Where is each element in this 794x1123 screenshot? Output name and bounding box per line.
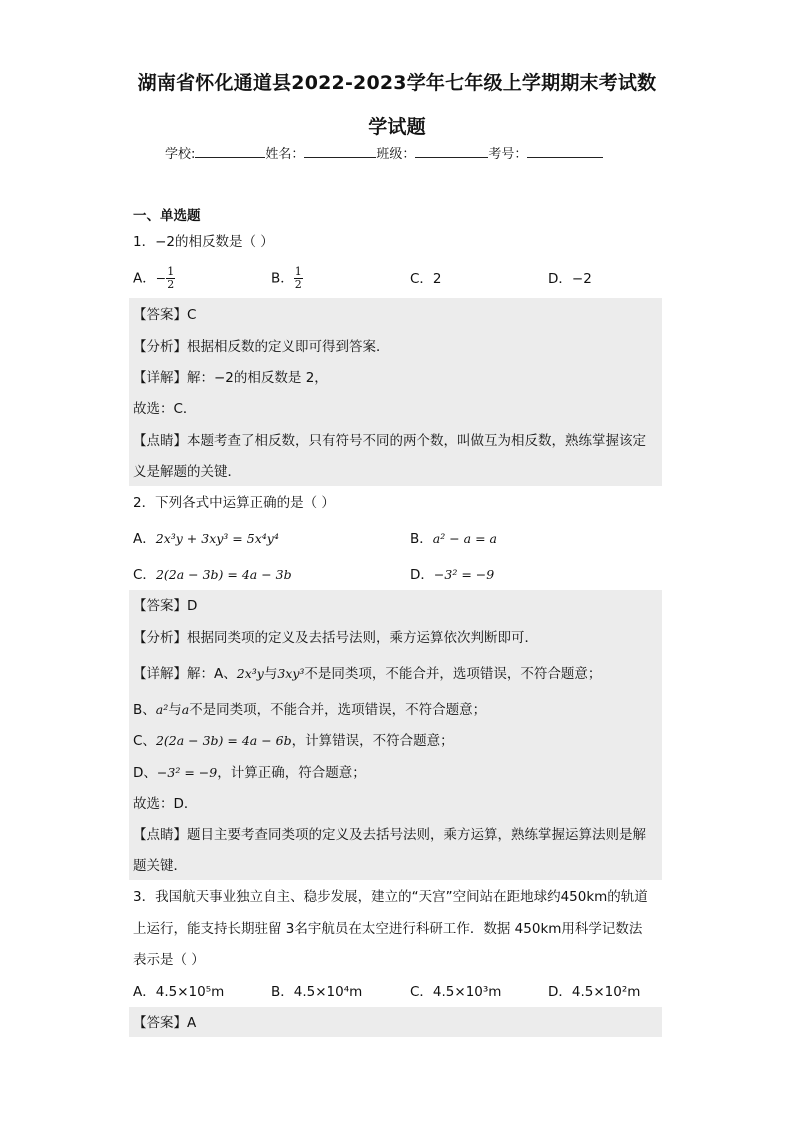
- q1-option-a-denominator: 2: [167, 278, 175, 291]
- school-label: 学校:: [165, 147, 196, 162]
- q2-detail-a-mid: 与: [263, 666, 278, 682]
- q1-analysis: 【分析】根据相反数的定义即可得到答案．: [133, 339, 390, 355]
- q1-option-a-sign: −: [155, 270, 167, 286]
- q1-option-b-fraction: [294, 266, 303, 291]
- q2-option-d[interactable]: [410, 565, 494, 585]
- exam-no-field[interactable]: [488, 143, 603, 162]
- q2-option-b-label: B．: [410, 531, 433, 547]
- q3-stem-line3: 表示是（ ）: [133, 952, 205, 968]
- q2-detail-a-expr2: 3xy³: [277, 666, 305, 681]
- q2-detail-b-expr2: a: [181, 702, 190, 717]
- q1-option-d[interactable]: D．−2: [548, 271, 592, 287]
- q2-detail-b-prefix: B、: [133, 702, 156, 718]
- q1-option-a-numerator: 1: [167, 265, 175, 278]
- q2-stem: 2．下列各式中运算正确的是（ ）: [133, 495, 335, 511]
- q1-comment-line1: 【点睛】本题考查了相反数，只有符号不同的两个数，叫做互为相反数，熟练掌握该定: [133, 433, 646, 449]
- q2-detail-b-expr1: a²: [155, 702, 169, 717]
- q3-stem-line1: 3．我国航天事业独立自主、稳步发展，建立的“天宫”空间站在距地球约450km的轨道: [133, 889, 648, 905]
- name-blank[interactable]: [304, 143, 376, 158]
- q2-detail-c-suffix: ，计算错误，不符合题意；: [291, 733, 454, 749]
- q2-option-b-expression: a² − a = a: [432, 531, 497, 546]
- q2-option-a-label: A．: [133, 531, 156, 547]
- q2-option-d-label: D．: [410, 567, 434, 583]
- q1-stem: 1．−2的相反数是（ ）: [133, 234, 274, 250]
- q1-option-b[interactable]: [271, 266, 303, 291]
- q2-detail-b-suffix: 不是同类项，不能合并，选项错误，不符合题意；: [189, 702, 487, 718]
- q2-comment-line1: 【点睛】题目主要考查同类项的定义及去括号法则，乘方运算，熟练掌握运算法则是解: [133, 827, 646, 843]
- q2-detail-a-expr1: 2x³y: [236, 666, 264, 681]
- q2-detail-a-suffix: 不是同类项，不能合并，选项错误，不符合题意；: [304, 666, 602, 682]
- q3-stem-line2: 上运行，能支持长期驻留 3名宇航员在太空进行科研工作．数据 450km用科学记数法: [133, 921, 643, 937]
- name-label: 姓名：: [265, 147, 305, 162]
- q2-answer: 【答案】D: [133, 598, 198, 614]
- q1-option-a-label: A．: [133, 270, 156, 287]
- class-blank[interactable]: [415, 143, 488, 158]
- q2-option-a[interactable]: [133, 529, 279, 549]
- q3-answer: 【答案】A: [133, 1015, 197, 1031]
- q2-option-c[interactable]: [133, 565, 292, 585]
- q2-option-c-expression: 2(2a − 3b) = 4a − 3b: [155, 567, 292, 582]
- q2-option-c-label: C．: [133, 567, 156, 583]
- q2-detail-d-prefix: D、: [133, 765, 157, 781]
- q3-option-a[interactable]: A．4.5×10⁵m: [133, 984, 225, 1000]
- q2-choose: 故选：D．: [133, 796, 198, 812]
- q3-option-b[interactable]: B．4.5×10⁴m: [271, 984, 363, 1000]
- q1-answer-panel: [129, 298, 662, 486]
- exam-no-blank[interactable]: [527, 143, 603, 158]
- q2-detail-d-expr: −3² = −9: [156, 765, 218, 780]
- q3-answer-panel: [129, 1007, 662, 1037]
- q2-detail-c-expr: 2(2a − 3b) = 4a − 6b: [155, 733, 292, 748]
- q3-option-c[interactable]: C．4.5×10³m: [410, 984, 502, 1000]
- q2-analysis: 【分析】根据同类项的定义及去括号法则，乘方运算依次判断即可．: [133, 630, 538, 646]
- school-blank[interactable]: [195, 143, 265, 158]
- page-title-line1: 湖南省怀化通道县2022-2023学年七年级上学期期末考试数: [137, 72, 657, 94]
- q2-detail-c: [133, 731, 454, 751]
- q1-option-b-numerator: 1: [294, 265, 302, 278]
- q2-detail-a-prefix: 【详解】解：A、: [133, 666, 237, 682]
- q2-detail-c-prefix: C、: [133, 733, 156, 749]
- page-title-line2: 学试题: [368, 116, 426, 138]
- q2-detail-b: [133, 700, 486, 720]
- q1-option-a[interactable]: [133, 266, 175, 291]
- exam-no-label: 考号：: [488, 147, 528, 162]
- q1-option-b-denominator: 2: [294, 278, 302, 291]
- q2-detail-d-suffix: ，计算正确，符合题意；: [217, 765, 366, 781]
- school-field[interactable]: [165, 143, 265, 162]
- q2-detail-b-mid: 与: [168, 702, 182, 718]
- class-label: 班级：: [376, 147, 416, 162]
- name-field[interactable]: [265, 143, 376, 162]
- q2-option-a-expression: 2x³y + 3xy³ = 5x⁴y⁴: [155, 531, 279, 546]
- section-heading: 一、单选题: [133, 208, 201, 224]
- q1-comment-line2: 义是解题的关键．: [133, 464, 241, 480]
- q1-detail: 【详解】解：−2的相反数是 2，: [133, 370, 328, 386]
- q2-detail-a: [133, 664, 601, 684]
- q1-choose: 故选：C．: [133, 401, 197, 417]
- q1-option-b-label: B．: [271, 270, 294, 287]
- q2-comment-line2: 题关键．: [133, 858, 187, 874]
- q2-option-b[interactable]: [410, 529, 497, 549]
- q1-option-c[interactable]: C．2: [410, 271, 442, 287]
- q3-option-d[interactable]: D．4.5×10²m: [548, 984, 641, 1000]
- student-info-line: [165, 143, 635, 163]
- q1-answer: 【答案】C: [133, 307, 197, 323]
- q2-option-d-expression: −3² = −9: [433, 567, 495, 582]
- q2-detail-d: [133, 763, 366, 783]
- class-field[interactable]: [376, 143, 488, 162]
- q1-option-a-fraction: [166, 266, 175, 291]
